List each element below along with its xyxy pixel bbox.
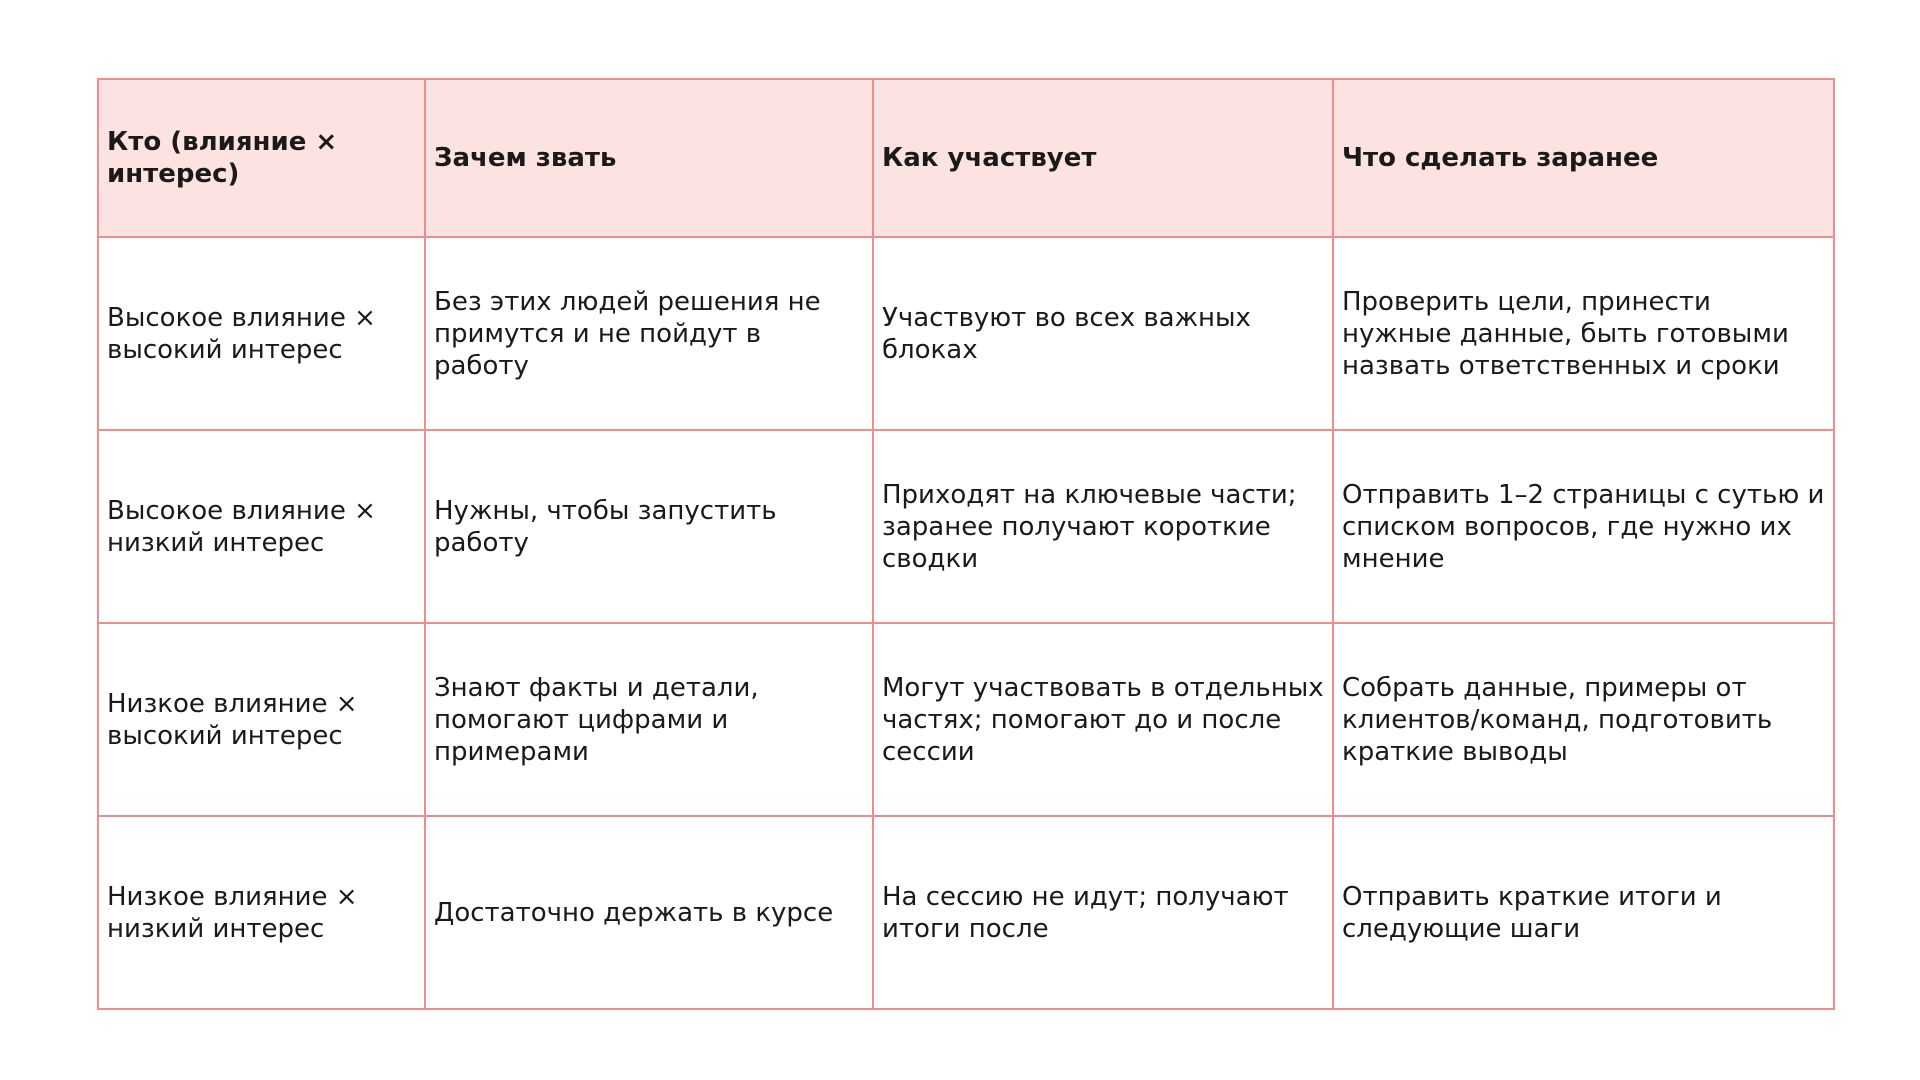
cell-who: Высокое влияние × низкий интерес [98, 430, 425, 623]
cell-why-invite: Достаточно держать в курсе [425, 816, 873, 1009]
cell-how-participates: Могут участвовать в отдельных частях; помогают до и после сессии [873, 623, 1333, 816]
table-row [98, 623, 1834, 816]
header-how-participates: Как участвует [873, 79, 1333, 237]
cell-prepare-in-advance: Отправить краткие итоги и следующие шаги [1333, 816, 1834, 1009]
table-row [98, 816, 1834, 1009]
cell-prepare-in-advance: Собрать данные, примеры от клиентов/команд, подготовить краткие выводы [1333, 623, 1834, 816]
cell-how-participates: На сессию не идут; получают итоги после [873, 816, 1333, 1009]
cell-who: Низкое влияние × низкий интерес [98, 816, 425, 1009]
header-prepare-in-advance: Что сделать заранее [1333, 79, 1834, 237]
cell-how-participates: Приходят на ключевые части; заранее получают короткие сводки [873, 430, 1333, 623]
cell-why-invite: Без этих людей решения не примутся и не пойдут в работу [425, 237, 873, 430]
header-why-invite: Зачем звать [425, 79, 873, 237]
stakeholder-table [97, 78, 1835, 1010]
cell-who: Низкое влияние × высокий интерес [98, 623, 425, 816]
cell-why-invite: Нужны, чтобы запустить работу [425, 430, 873, 623]
cell-prepare-in-advance: Проверить цели, принести нужные данные, быть готовыми назвать ответственных и сроки [1333, 237, 1834, 430]
table-row [98, 237, 1834, 430]
stakeholder-table-container [97, 78, 1833, 1008]
cell-why-invite: Знают факты и детали, помогают цифрами и примерами [425, 623, 873, 816]
header-who: Кто (влияние × интерес) [98, 79, 425, 237]
table-row [98, 430, 1834, 623]
table-header-row [98, 79, 1834, 237]
cell-how-participates: Участвуют во всех важных блоках [873, 237, 1333, 430]
cell-who: Высокое влияние × высокий интерес [98, 237, 425, 430]
cell-prepare-in-advance: Отправить 1–2 страницы с сутью и списком вопросов, где нужно их мнение [1333, 430, 1834, 623]
